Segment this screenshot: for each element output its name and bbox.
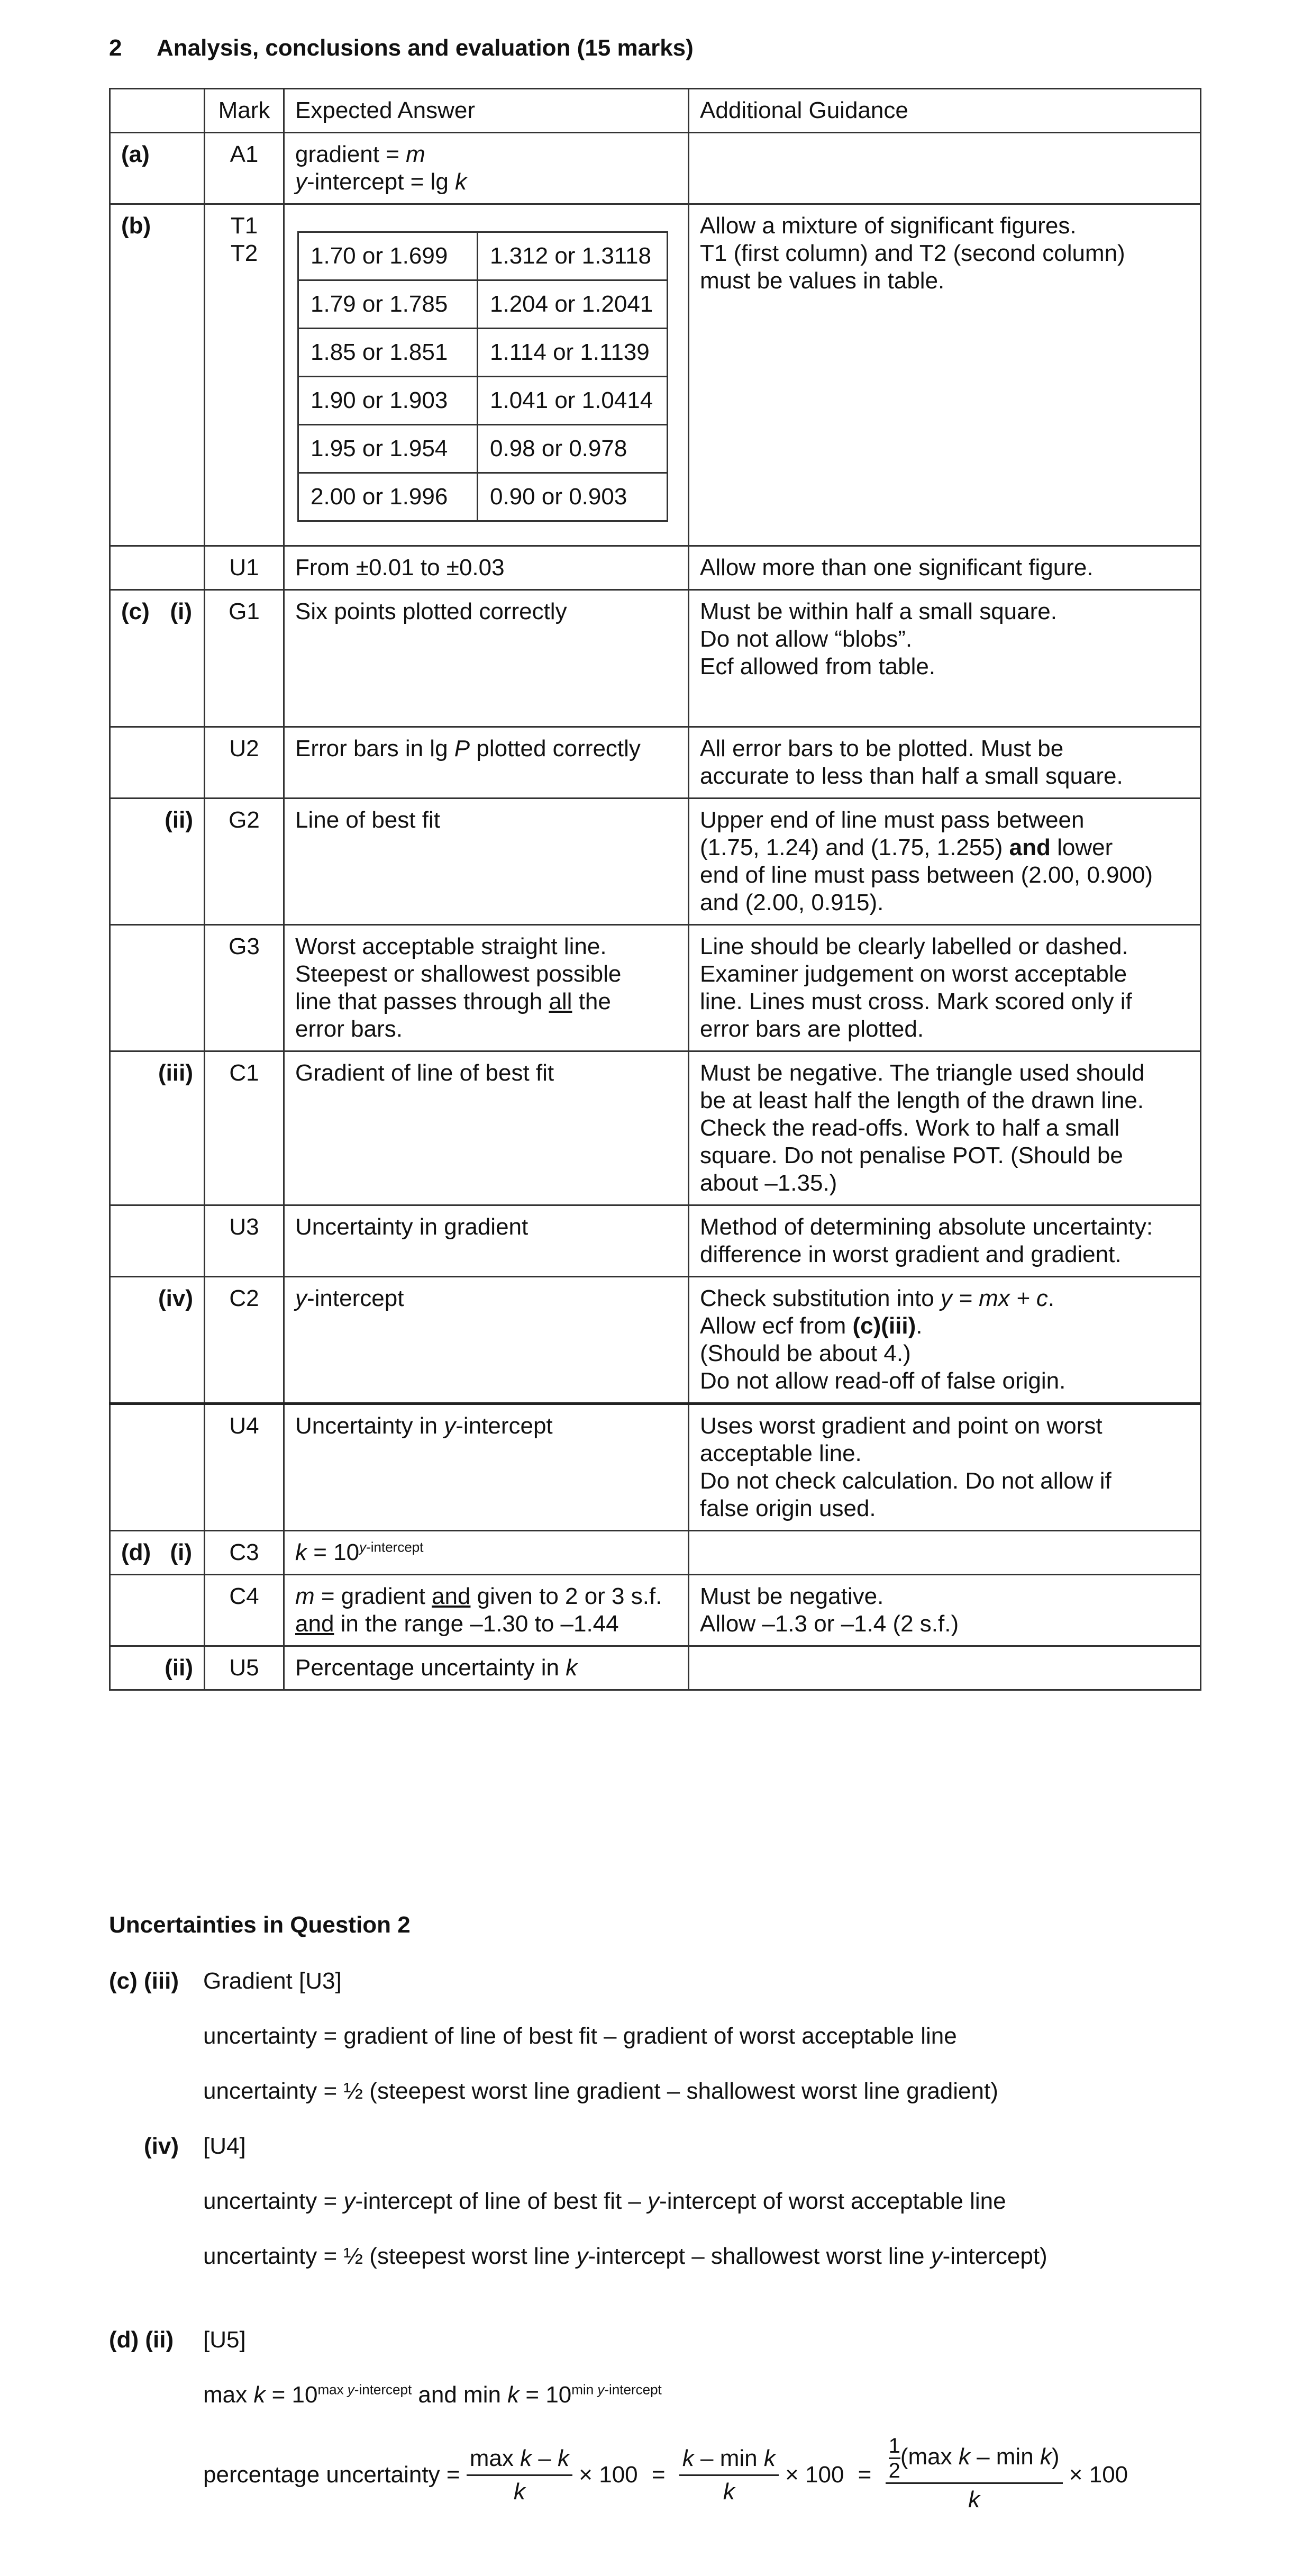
mark-code: C3 bbox=[205, 1531, 284, 1575]
guidance: Upper end of line must pass between (1.75, 1.24) and (1.75, 1.255) and lower end of line must pass between (2.00, 0.900) and (2.00, 0.915). bbox=[689, 799, 1201, 925]
value-col2: 1.204 or 1.2041 bbox=[478, 280, 668, 329]
part-label: (a) bbox=[110, 133, 205, 204]
table-row bbox=[110, 1531, 1201, 1575]
guidance bbox=[689, 133, 1201, 204]
mark-code: T1 T2 bbox=[205, 204, 284, 546]
expected-answer: Worst acceptable straight line. Steepest or shallowest possible line that passes through all the error bars. bbox=[284, 925, 689, 1051]
value-col1: 1.90 or 1.903 bbox=[298, 377, 478, 425]
expected-answer: $k = 10^{y-intercept}$ bbox=[284, 1531, 689, 1575]
fraction-3: $\frac{1}{2}$ (max k – min k) k bbox=[886, 2434, 1063, 2516]
part-label bbox=[110, 925, 205, 1051]
part-label: (iv) bbox=[110, 1277, 205, 1404]
guidance: Must be negative. Allow –1.3 or –1.4 (2 s.f.) bbox=[689, 1575, 1201, 1646]
part-label: (ii) bbox=[110, 1646, 205, 1690]
table-row bbox=[110, 1205, 1201, 1277]
mark-code: U4 bbox=[205, 1404, 284, 1531]
expected-answer: y-intercept bbox=[284, 1277, 689, 1404]
table-row bbox=[110, 1404, 1201, 1531]
expected-answer: Error bars in lg P plotted correctly bbox=[284, 727, 689, 799]
value-col1: 1.85 or 1.851 bbox=[298, 329, 478, 377]
value-col1: 1.95 or 1.954 bbox=[298, 425, 478, 473]
table-row bbox=[110, 1051, 1201, 1205]
guidance: Must be negative. The triangle used should be at least half the length of the drawn line. Check the read-offs. Work to half a small square. Do not penalise POT. (Should be about –1.35.) bbox=[689, 1051, 1201, 1205]
values-table-row bbox=[298, 425, 668, 473]
table-row bbox=[110, 133, 1201, 204]
mark-scheme-table bbox=[109, 88, 1201, 1691]
header-expected: Expected Answer bbox=[284, 89, 689, 133]
percentage-uncertainty-formula: percentage uncertainty = $\frac{\text{max k – k}}{k}$ × 100 = $\frac{\text{k – min k}}{k}$ × 100 = $\frac{1}{2}$ (max k – min k) k × 100 bbox=[203, 2434, 1128, 2516]
mark-code: U5 bbox=[205, 1646, 284, 1690]
unc-d-ii-line1: $\max k = 10^{max y-intercept}$ and $\min k = 10^{min y-intercept}$ bbox=[203, 2381, 662, 2408]
guidance bbox=[689, 1646, 1201, 1690]
value-col2: 1.041 or 1.0414 bbox=[478, 377, 668, 425]
expected-answer: Uncertainty in gradient bbox=[284, 1205, 689, 1277]
values-table-row bbox=[298, 280, 668, 329]
times-100-b: × 100 bbox=[785, 2462, 844, 2488]
mark-code: A1 bbox=[205, 133, 284, 204]
table-row bbox=[110, 799, 1201, 925]
mark-code: U3 bbox=[205, 1205, 284, 1277]
expected-answer: Gradient of line of best fit bbox=[284, 1051, 689, 1205]
mark-code: U2 bbox=[205, 727, 284, 799]
unc-c-iii-line1: uncertainty = gradient of line of best fit – gradient of worst acceptable line bbox=[203, 2023, 957, 2049]
equals-b: = bbox=[858, 2462, 872, 2488]
guidance: Check substitution into y = mx + c. Allow ecf from (c)(iii). (Should be about 4.) Do not allow read-off of false origin. bbox=[689, 1277, 1201, 1404]
part-label bbox=[110, 1575, 205, 1646]
value-col2: 0.90 or 0.903 bbox=[478, 473, 668, 521]
section-number: 2 bbox=[109, 35, 122, 61]
value-col2: 1.114 or 1.1139 bbox=[478, 329, 668, 377]
part-label bbox=[110, 1404, 205, 1531]
guidance: Must be within half a small square. Do not allow “blobs”. Ecf allowed from table. bbox=[689, 590, 1201, 727]
header-mark: Mark bbox=[205, 89, 284, 133]
table-row bbox=[110, 1277, 1201, 1404]
guidance: All error bars to be plotted. Must be accurate to less than half a small square. bbox=[689, 727, 1201, 799]
part-label bbox=[110, 546, 205, 590]
mark-code: G1 bbox=[205, 590, 284, 727]
mark-code: G3 bbox=[205, 925, 284, 1051]
value-col1: 2.00 or 1.996 bbox=[298, 473, 478, 521]
unc-d-ii-heading: (d) (ii) [U5] bbox=[109, 2327, 246, 2353]
guidance: Method of determining absolute uncertainty: difference in worst gradient and gradient. bbox=[689, 1205, 1201, 1277]
value-col2: 1.312 or 1.3118 bbox=[478, 232, 668, 280]
expected-answer: Uncertainty in y-intercept bbox=[284, 1404, 689, 1531]
header-part bbox=[110, 89, 205, 133]
values-table-row bbox=[298, 473, 668, 521]
values-table-row bbox=[298, 329, 668, 377]
table-row bbox=[110, 546, 1201, 590]
table-row bbox=[110, 1646, 1201, 1690]
section-title: Analysis, conclusions and evaluation (15 marks) bbox=[157, 35, 694, 61]
mark-code: U1 bbox=[205, 546, 284, 590]
fraction-2: $\frac{\text{k – min k}}{k}$ bbox=[679, 2443, 779, 2508]
unc-c-iii-heading: (c) (iii) Gradient [U3] bbox=[109, 1968, 342, 1994]
table-row bbox=[110, 727, 1201, 799]
guidance: Uses worst gradient and point on worst acceptable line. Do not check calculation. Do not allow if false origin used. bbox=[689, 1404, 1201, 1531]
times-100-c: × 100 bbox=[1069, 2462, 1128, 2488]
expected-answer: Percentage uncertainty in k bbox=[284, 1646, 689, 1690]
mark-code: G2 bbox=[205, 799, 284, 925]
mark-code: C4 bbox=[205, 1575, 284, 1646]
table-row bbox=[110, 204, 1201, 546]
expected-answer: Six points plotted correctly bbox=[284, 590, 689, 727]
unc-c-iv-line2: uncertainty = ½ (steepest worst line y-intercept – shallowest worst line y-intercept) bbox=[203, 2243, 1047, 2269]
part-label: (d) (i) bbox=[110, 1531, 205, 1575]
guidance: Allow more than one significant figure. bbox=[689, 546, 1201, 590]
unc-c-iv-line1: uncertainty = y-intercept of line of best fit – y-intercept of worst acceptable line bbox=[203, 2188, 1006, 2214]
value-col2: 0.98 or 0.978 bbox=[478, 425, 668, 473]
part-label bbox=[110, 1205, 205, 1277]
unc-c-iv-heading: (iv) [U4] bbox=[144, 2133, 246, 2159]
values-table-row bbox=[298, 377, 668, 425]
expected-answer: From ±0.01 to ±0.03 bbox=[284, 546, 689, 590]
values-table-row bbox=[298, 232, 668, 280]
guidance: Line should be clearly labelled or dashed. Examiner judgement on worst acceptable line. Lines must cross. Mark scored only if error bars are plotted. bbox=[689, 925, 1201, 1051]
value-col1: 1.79 or 1.785 bbox=[298, 280, 478, 329]
expected-answer: Line of best fit bbox=[284, 799, 689, 925]
table-row bbox=[110, 1575, 1201, 1646]
expected-answer: m = gradient and given to 2 or 3 s.f. and in the range –1.30 to –1.44 bbox=[284, 1575, 689, 1646]
header-guidance: Additional Guidance bbox=[689, 89, 1201, 133]
section-heading bbox=[109, 35, 694, 61]
part-label: (iii) bbox=[110, 1051, 205, 1205]
mark-code: C1 bbox=[205, 1051, 284, 1205]
guidance bbox=[689, 1531, 1201, 1575]
values-table bbox=[297, 231, 668, 522]
part-label: (ii) bbox=[110, 799, 205, 925]
part-label: (c) (i) bbox=[110, 590, 205, 727]
part-label bbox=[110, 727, 205, 799]
table-header-row bbox=[110, 89, 1201, 133]
part-label: (b) bbox=[110, 204, 205, 546]
expected-answer bbox=[284, 204, 689, 546]
unc-c-iii-line2: uncertainty = ½ (steepest worst line gradient – shallowest worst line gradient) bbox=[203, 2078, 998, 2104]
guidance: Allow a mixture of significant figures. T1 (first column) and T2 (second column) must be values in table. bbox=[689, 204, 1201, 546]
table-row bbox=[110, 590, 1201, 727]
uncertainties-title: Uncertainties in Question 2 bbox=[109, 1912, 411, 1938]
value-col1: 1.70 or 1.699 bbox=[298, 232, 478, 280]
table-row bbox=[110, 925, 1201, 1051]
fraction-1: $\frac{\text{max k – k}}{k}$ bbox=[467, 2443, 572, 2508]
mark-code: C2 bbox=[205, 1277, 284, 1404]
expected-answer: gradient = m y-intercept = lg k bbox=[284, 133, 689, 204]
